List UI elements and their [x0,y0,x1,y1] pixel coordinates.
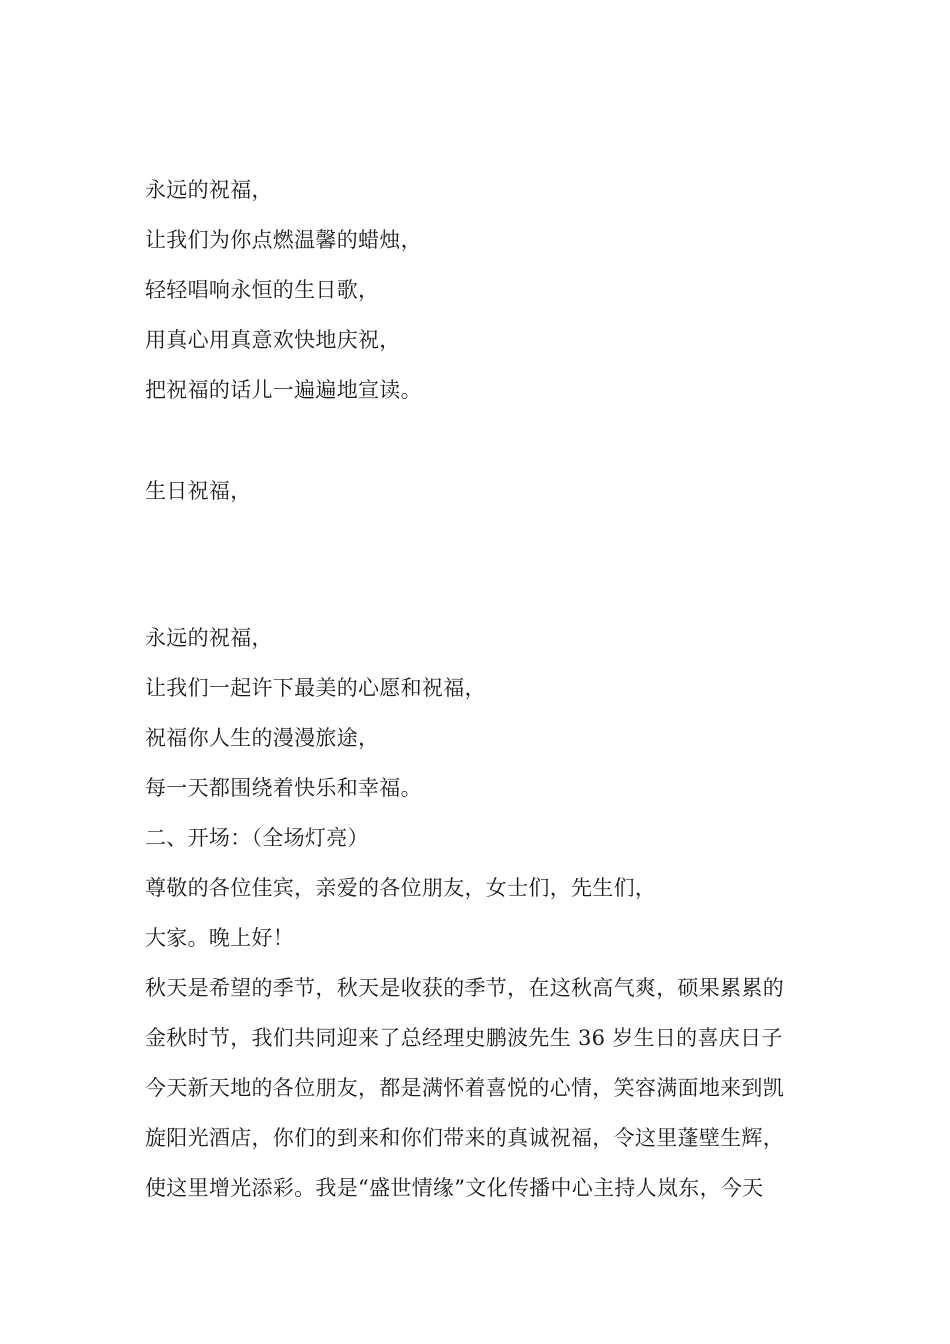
text-line: 把祝福的话儿一遍遍地宣读。 [145,378,422,402]
text-line: 永远的祝福， [145,178,273,202]
paragraph-line: 秋天是希望的季节，秋天是收获的季节，在这秋高气爽，硕果累累的 [145,976,784,1000]
text-line: 每一天都围绕着快乐和幸福。 [145,776,422,800]
paragraph-line: 今天新天地的各位朋友，都是满怀着喜悦的心情，笑容满面地来到凯 [145,1076,784,1100]
text-line: 让我们为你点燃温馨的蜡烛， [145,228,422,252]
text-line: 尊敬的各位佳宾，亲爱的各位朋友，女士们，先生们， [145,876,657,900]
section-heading: 二、开场：（全场灯亮） [145,826,369,850]
text-line: 让我们一起许下最美的心愿和祝福， [145,676,486,700]
text-line: 用真心用真意欢快地庆祝， [145,328,401,352]
text-line: 祝福你人生的漫漫旅途， [145,726,380,750]
paragraph-line: 使这里增光添彩。我是“盛世情缘”文化传播中心主持人岚东，今天 [145,1176,764,1200]
paragraph-line: 金秋时节，我们共同迎来了总经理史鹏波先生 36 岁生日的喜庆日子 [145,1026,783,1050]
text-line: 生日祝福， [145,479,252,503]
text-line: 大家。晚上好！ [145,926,295,950]
paragraph-line: 旋阳光酒店，你们的到来和你们带来的真诚祝福，令这里蓬壁生辉， [145,1126,784,1150]
text-line: 轻轻唱响永恒的生日歌， [145,278,380,302]
text-line: 永远的祝福， [145,626,273,650]
